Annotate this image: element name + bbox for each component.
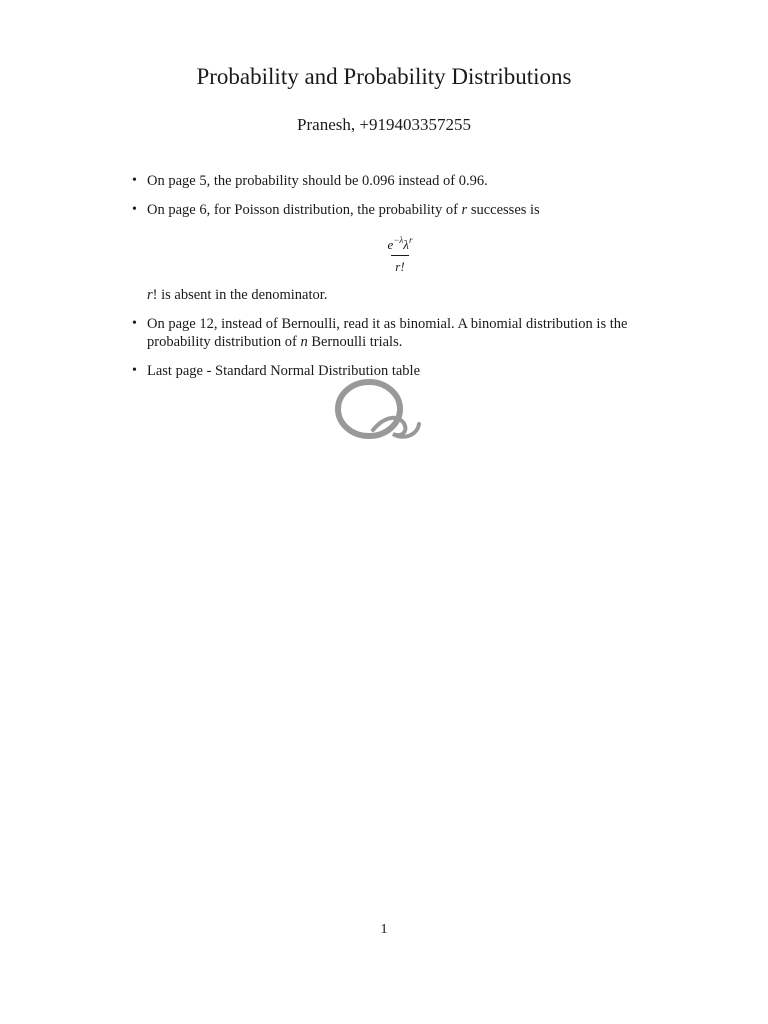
bullet-icon: • [132, 363, 137, 378]
bullet-icon: • [132, 316, 137, 331]
fraction-numerator: $e^{-\lambda}\lambda^r$ [387, 235, 413, 252]
document-title: Probability and Probability Distributions [196, 64, 572, 89]
bullet-icon: • [132, 202, 137, 217]
math-var-r: r [461, 202, 468, 218]
item-text-after: Bernoulli trials. [307, 334, 403, 350]
poisson-formula [130, 231, 670, 276]
item-text-before: On page 6, for Poisson distribution, the probability of [147, 202, 462, 218]
errata-list [130, 172, 670, 391]
math-var-n: n [300, 334, 308, 350]
list-item [130, 201, 670, 304]
item-text-after: successes is [467, 202, 540, 218]
q-logo-icon [333, 378, 423, 444]
item-note: r! is absent in the denominator. [147, 287, 328, 303]
fraction-denominator: r! [391, 255, 408, 276]
list-item [130, 315, 670, 351]
page-number: 1 [380, 922, 388, 937]
fraction [386, 231, 415, 276]
item-text: On page 5, the probability should be 0.096 instead of 0.96. [147, 173, 488, 189]
bullet-icon: • [132, 173, 137, 188]
author-line: Pranesh, +919403357255 [297, 115, 471, 134]
item-text: Last page - Standard Normal Distribution table [147, 363, 421, 379]
item-text-before: On page 12, instead of Bernoulli, read it as binomial. A binomial distribution is the probability distribution of [147, 316, 628, 350]
list-item [130, 172, 670, 190]
